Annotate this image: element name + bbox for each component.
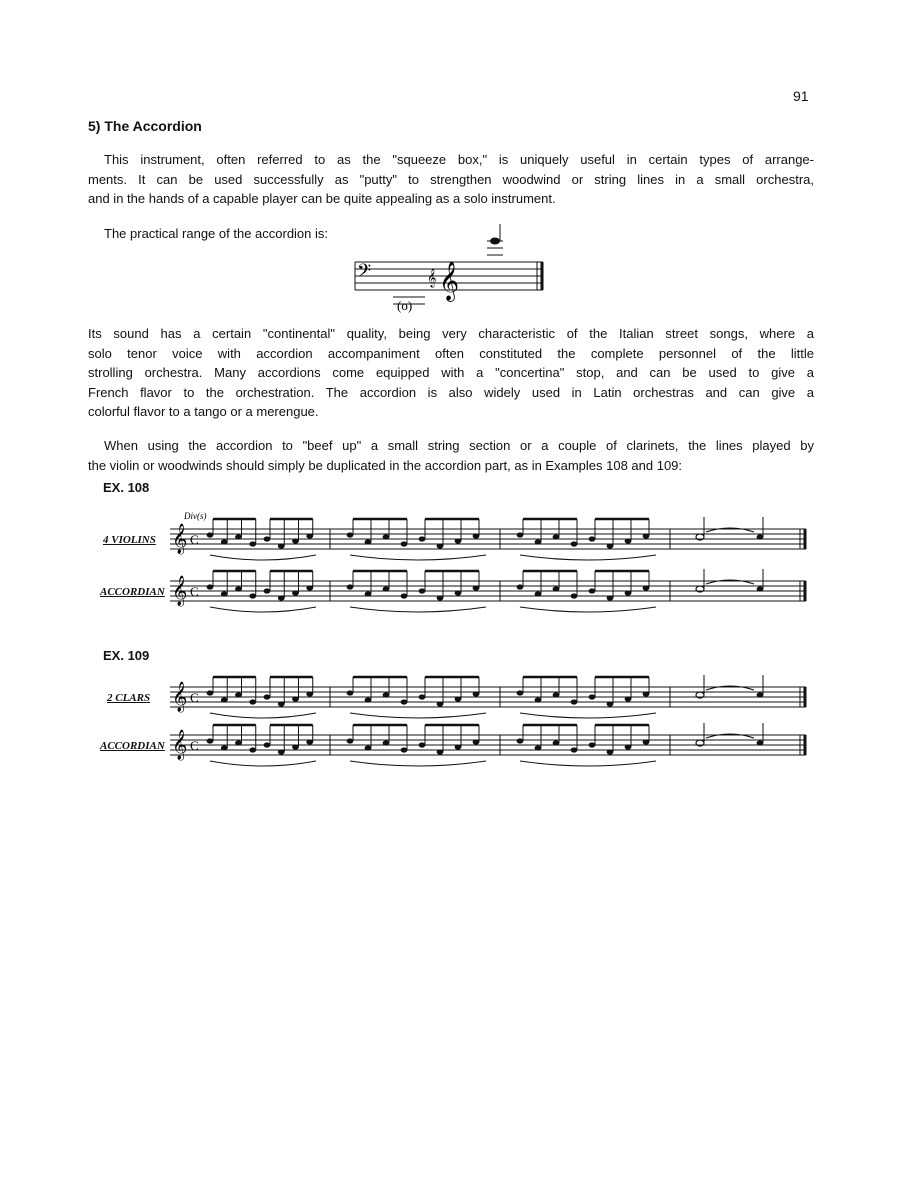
notehead bbox=[607, 543, 614, 548]
notehead bbox=[221, 745, 228, 750]
notehead bbox=[625, 590, 632, 595]
notehead bbox=[535, 539, 542, 544]
notehead bbox=[292, 538, 299, 543]
treble-clef-icon: 𝄞 bbox=[172, 730, 188, 760]
notehead bbox=[264, 742, 271, 747]
time-signature: C bbox=[190, 584, 199, 599]
text-line: French flavor to the orchestration. The accordion is also widely used in Latin orchestras and can give a bbox=[88, 384, 814, 400]
notehead bbox=[292, 696, 299, 701]
notehead bbox=[535, 697, 542, 702]
sound-paragraph bbox=[88, 324, 814, 422]
notehead bbox=[278, 595, 285, 600]
notehead bbox=[383, 692, 390, 697]
slur bbox=[210, 555, 316, 560]
accordion-staff bbox=[170, 569, 806, 612]
text-line: When using the accordion to "beef up" a small string section or a couple of clarinets, the lines played by bbox=[104, 438, 814, 453]
time-signature: C bbox=[190, 690, 199, 705]
notehead bbox=[278, 543, 285, 548]
slur bbox=[350, 555, 486, 560]
notehead bbox=[235, 692, 242, 697]
text-line: Its sound has a certain "continental" quality, being very characteristic of the Italian street songs, where a bbox=[88, 326, 814, 341]
notehead bbox=[553, 740, 560, 745]
notehead bbox=[292, 744, 299, 749]
notehead bbox=[625, 696, 632, 701]
low-note-parenthesized: (o) bbox=[397, 298, 413, 313]
notehead bbox=[347, 690, 354, 695]
small-treble-clef-icon: 𝄞 bbox=[427, 268, 437, 287]
page-number: 91 bbox=[793, 88, 809, 104]
notehead bbox=[607, 701, 614, 706]
slur bbox=[520, 607, 656, 612]
notehead bbox=[221, 539, 228, 544]
notehead bbox=[535, 745, 542, 750]
notehead bbox=[437, 749, 444, 754]
notehead bbox=[517, 690, 524, 695]
notehead bbox=[347, 584, 354, 589]
time-signature: C bbox=[190, 738, 199, 753]
example-108-score bbox=[170, 505, 810, 615]
slur bbox=[520, 713, 656, 718]
notehead bbox=[643, 739, 650, 744]
notehead bbox=[607, 749, 614, 754]
notehead bbox=[517, 584, 524, 589]
text-line: solo tenor voice with accordion accompaniment often constituted the complete personnel of the little bbox=[88, 345, 814, 361]
notehead bbox=[365, 539, 372, 544]
notehead bbox=[249, 699, 256, 704]
notehead bbox=[473, 739, 480, 744]
notehead bbox=[207, 532, 214, 537]
staff-label: ACCORDIAN bbox=[100, 586, 165, 598]
example-109-score bbox=[170, 675, 810, 795]
slur bbox=[350, 761, 486, 766]
notehead bbox=[278, 749, 285, 754]
notehead bbox=[535, 591, 542, 596]
notehead bbox=[455, 590, 462, 595]
treble-clef-icon: 𝄞 bbox=[172, 682, 188, 712]
notehead bbox=[607, 595, 614, 600]
range-caption: The practical range of the accordion is: bbox=[104, 226, 329, 241]
notehead bbox=[757, 534, 764, 539]
notehead bbox=[306, 691, 313, 696]
time-signature: C bbox=[190, 532, 199, 547]
slur bbox=[520, 555, 656, 560]
notehead bbox=[625, 744, 632, 749]
notehead bbox=[207, 690, 214, 695]
accordion-staff bbox=[170, 723, 806, 766]
slur bbox=[210, 607, 316, 612]
notehead bbox=[221, 591, 228, 596]
notehead bbox=[235, 534, 242, 539]
text-line: colorful flavor to a tango or a merengue. bbox=[88, 404, 319, 419]
notehead bbox=[264, 536, 271, 541]
notehead bbox=[455, 538, 462, 543]
notehead bbox=[589, 742, 596, 747]
notehead bbox=[473, 585, 480, 590]
text-line: ments. It can be used successfully as "putty" to strengthen woodwind or string lines in a small orchestra, bbox=[88, 171, 814, 187]
notehead bbox=[757, 740, 764, 745]
notehead bbox=[278, 701, 285, 706]
notehead bbox=[437, 701, 444, 706]
violins-staff bbox=[170, 517, 806, 560]
notehead bbox=[643, 691, 650, 696]
notehead bbox=[365, 591, 372, 596]
notehead bbox=[571, 593, 578, 598]
notehead bbox=[264, 588, 271, 593]
notehead bbox=[235, 740, 242, 745]
notehead bbox=[455, 744, 462, 749]
notehead bbox=[401, 593, 408, 598]
notehead bbox=[625, 538, 632, 543]
notehead bbox=[292, 590, 299, 595]
beef-paragraph bbox=[88, 436, 814, 475]
staff-label: 4 VIOLINS bbox=[103, 534, 156, 546]
slur bbox=[210, 713, 316, 718]
notehead bbox=[383, 740, 390, 745]
treble-clef-icon: 𝄞 bbox=[172, 576, 188, 606]
text-line: the violin or woodwinds should simply be duplicated in the accordion part, as in Examples 108 and 109: bbox=[88, 457, 683, 473]
notehead bbox=[517, 532, 524, 537]
notehead bbox=[401, 699, 408, 704]
notehead bbox=[757, 586, 764, 591]
notehead bbox=[221, 697, 228, 702]
treble-clef-icon: 𝄞 bbox=[439, 261, 460, 301]
notehead bbox=[401, 541, 408, 546]
notehead bbox=[401, 747, 408, 752]
notehead bbox=[571, 747, 578, 752]
notehead bbox=[249, 593, 256, 598]
notehead bbox=[419, 742, 426, 747]
notehead bbox=[365, 697, 372, 702]
notehead bbox=[553, 692, 560, 697]
intro-paragraph bbox=[88, 150, 814, 209]
notehead bbox=[347, 532, 354, 537]
notehead bbox=[571, 699, 578, 704]
treble-clef-icon: 𝄞 bbox=[172, 524, 188, 554]
notehead bbox=[643, 533, 650, 538]
notehead bbox=[249, 747, 256, 752]
notehead bbox=[437, 595, 444, 600]
notehead bbox=[383, 534, 390, 539]
notehead bbox=[643, 585, 650, 590]
notehead bbox=[757, 692, 764, 697]
notehead bbox=[419, 588, 426, 593]
notehead bbox=[571, 541, 578, 546]
notehead bbox=[306, 739, 313, 744]
notehead bbox=[473, 691, 480, 696]
example-label: EX. 108 bbox=[103, 480, 150, 495]
notehead bbox=[517, 738, 524, 743]
notehead bbox=[553, 534, 560, 539]
range-example-staff bbox=[355, 236, 545, 316]
text-line: strolling orchestra. Many accordions come equipped with a "concertina" stop, and can be used to give a bbox=[88, 365, 814, 380]
notehead bbox=[383, 586, 390, 591]
notehead bbox=[553, 586, 560, 591]
notehead bbox=[235, 586, 242, 591]
notehead bbox=[207, 584, 214, 589]
notehead bbox=[419, 694, 426, 699]
bass-clef-icon: 𝄢 bbox=[357, 261, 372, 286]
notehead bbox=[589, 588, 596, 593]
notehead bbox=[437, 543, 444, 548]
clarinets-staff bbox=[170, 675, 806, 718]
notehead bbox=[589, 694, 596, 699]
notehead bbox=[455, 696, 462, 701]
tempo-mark: Div(s) bbox=[184, 511, 207, 521]
slur bbox=[350, 607, 486, 612]
section-heading: 5) The Accordion bbox=[88, 118, 202, 134]
notehead bbox=[419, 536, 426, 541]
slur bbox=[210, 761, 316, 766]
notehead bbox=[365, 745, 372, 750]
notehead bbox=[264, 694, 271, 699]
notehead bbox=[306, 533, 313, 538]
notehead bbox=[249, 541, 256, 546]
notehead bbox=[306, 585, 313, 590]
text-line: and in the hands of a capable player can be quite appealing as a solo instrument. bbox=[88, 191, 556, 206]
text-line: This instrument, often referred to as the "squeeze box," is uniquely useful in certain types of arrange- bbox=[104, 152, 814, 167]
slur bbox=[350, 713, 486, 718]
slur bbox=[520, 761, 656, 766]
notehead bbox=[347, 738, 354, 743]
staff-label: 2 CLARS bbox=[107, 692, 151, 704]
staff-label: ACCORDIAN bbox=[100, 740, 165, 752]
notehead bbox=[589, 536, 596, 541]
notehead bbox=[473, 533, 480, 538]
notehead bbox=[207, 738, 214, 743]
example-label: EX. 109 bbox=[103, 648, 150, 663]
